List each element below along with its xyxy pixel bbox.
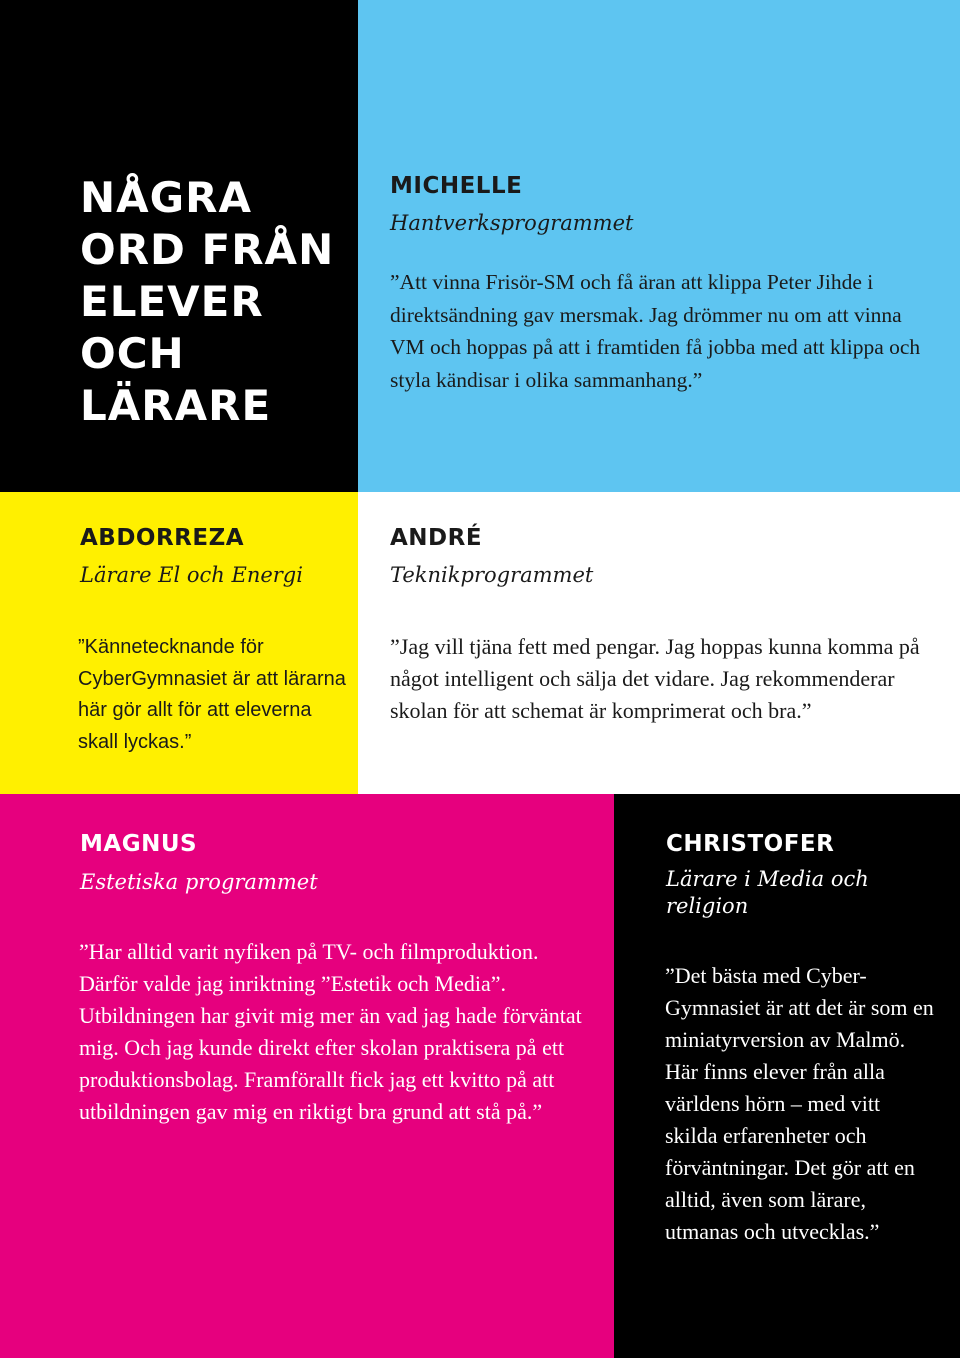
person-name: ABDORREZA [80,525,245,551]
person-name: MICHELLE [390,173,523,199]
person-quote: ”Kännetecknande för CyberGymnasiet är att lärarna här gör allt för att eleverna skall lyckas.” [78,636,346,753]
person-program: Teknikprogrammet [390,563,594,587]
title-line: LÄRARE [80,381,272,430]
person-program: Estetiska programmet [80,870,318,894]
testimonial-christofer [614,794,960,1358]
title-line: OCH [80,329,185,378]
title-line: ELEVER [80,277,264,326]
person-name: ANDRÉ [390,525,483,551]
page-title [80,172,334,432]
testimonial-michelle [358,0,960,492]
testimonial-magnus [0,794,614,1358]
person-quote: ”Att vinna Frisör-SM och få äran att klippa Peter Jihde i direktsändning gav mersmak. Jag drömmer nu om att vinna VM och hoppas på att i framtiden få jobba med att klippa och styla kändisar i olika sammanhang.” [390,270,921,392]
person-quote: ”Det bästa med Cyber-Gymnasiet är att det är som en miniatyrversion av Malmö. Här finns elever från alla världens hörn – med vitt skilda erfarenheter och förväntningar. Det gör att en alltid, även som lärare, utmanas och utvecklas.” [665,963,934,1244]
title-block [0,0,358,492]
title-line: ORD FRÅN [80,225,335,274]
testimonial-abdorreza [0,492,358,794]
title-line: NÅGRA [80,173,252,222]
person-name: CHRISTOFER [666,831,835,857]
testimonial-andre [358,492,960,794]
person-quote: ”Har alltid varit nyfiken på TV- och filmproduktion. Därför valde jag inriktning ”Estetik och Media”. Utbildningen har givit mig mer än vad jag hade förväntat mig. Och jag kunde direkt efter skolan praktisera på ett produktionsbolag. Framförallt fick jag ett kvitto på att utbildningen gav mig en riktigt bra grund att stå på.” [79,939,582,1124]
person-program: Lärare El och Energi [80,563,303,587]
person-program: Lärare i Media och religion [666,867,869,918]
person-quote: ”Jag vill tjäna fett med pengar. Jag hoppas kunna komma på något intelligent och sälja det vidare. Jag rekommenderar skolan för att schemat är komprimerat och bra.” [390,634,920,723]
person-name: MAGNUS [80,831,198,857]
person-program: Hantverksprogrammet [390,211,634,235]
